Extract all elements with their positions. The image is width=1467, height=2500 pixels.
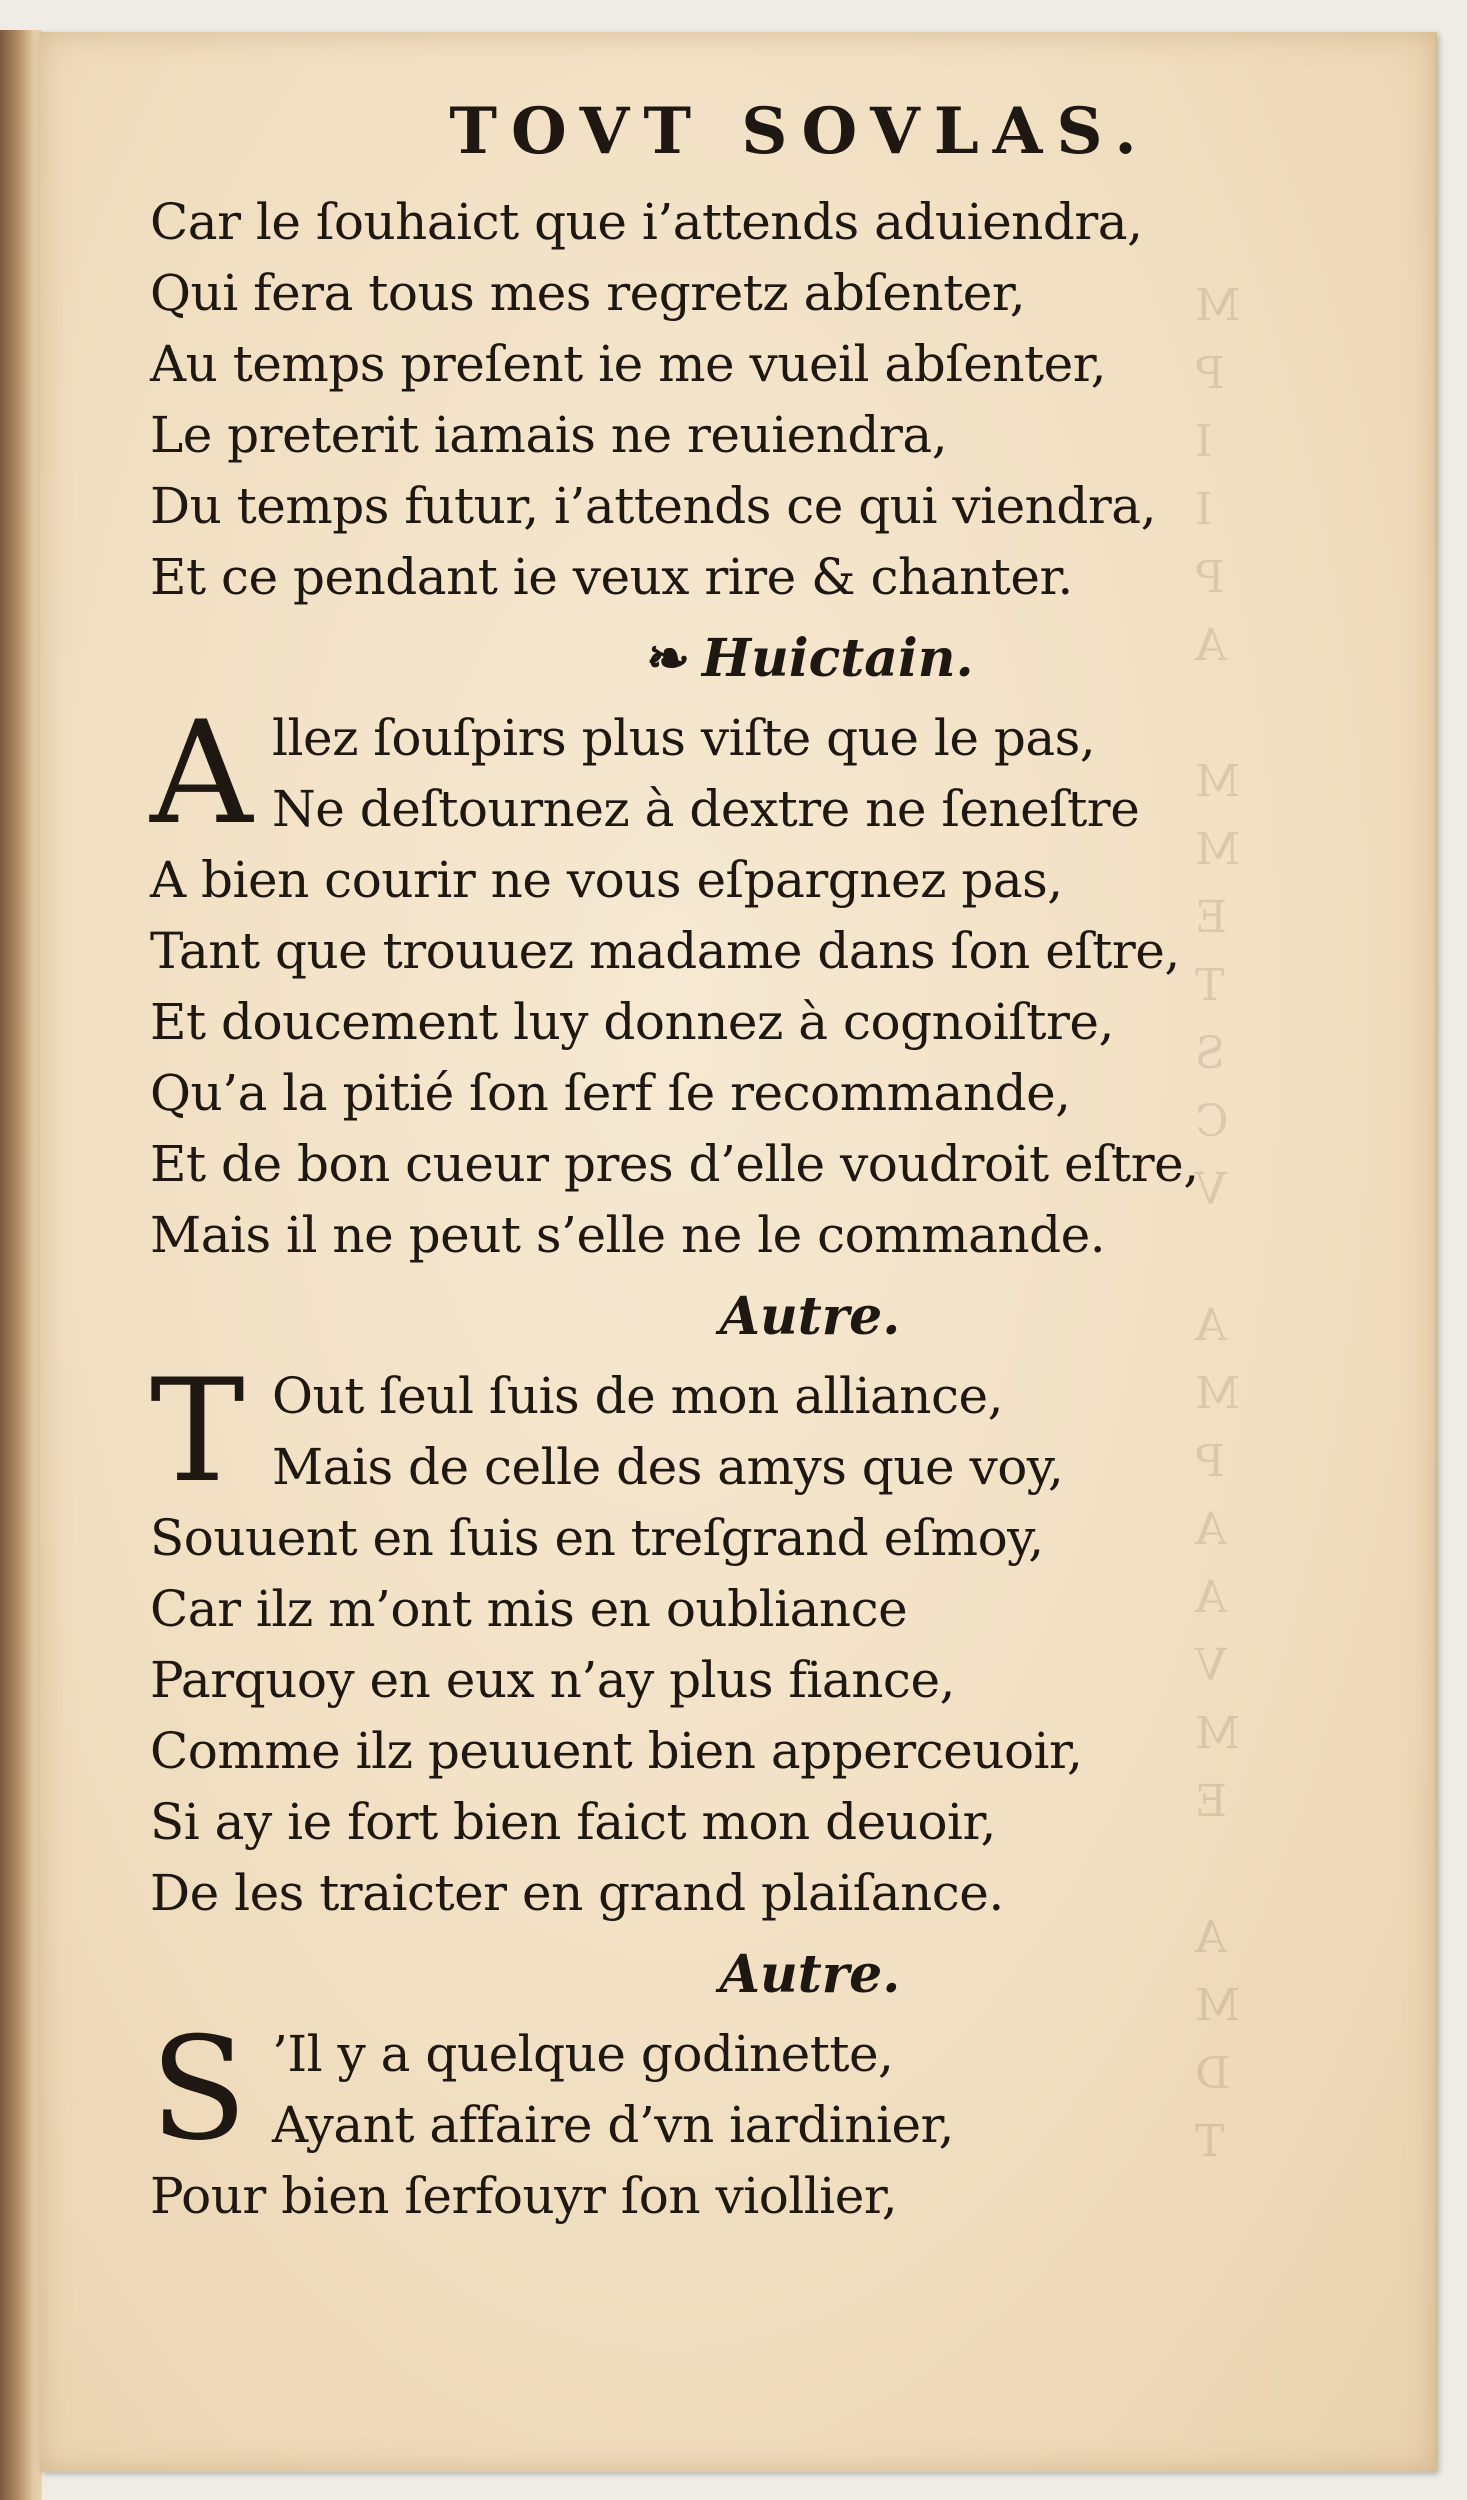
section-heading-huictain: [150, 619, 1330, 699]
stanza-continued: [150, 187, 1330, 613]
verse-line: Mais de celle des amys que voy,: [272, 1438, 1064, 1496]
fleuron-ornament: ❧: [646, 628, 690, 689]
verse-line: Du temps futur, i’attends ce qui viendra,: [150, 477, 1156, 535]
verse-line: Au temps preſent ie me vueil abſenter,: [150, 335, 1107, 393]
section-heading-autre: Autre.: [719, 1286, 901, 1347]
stanza-autre-1: [150, 1349, 1330, 1929]
verse-line: ’Il y a quelque godinette,: [272, 2025, 894, 2083]
verse-line: Qu’a la pitié ſon ſerf ſe recommande,: [150, 1064, 1071, 1122]
page-content: [150, 87, 1330, 2232]
verse-line: Si ay ie fort bien faict mon deuoir,: [150, 1793, 996, 1851]
stanza-huictain: [150, 691, 1330, 1271]
facing-page-edge: [0, 30, 42, 2500]
running-head: TOVT SOVLAS.: [449, 94, 1151, 169]
verse-line: Et doucement luy donnez à cognoiſtre,: [150, 993, 1114, 1051]
verse-line: A bien courir ne vous eſpargnez pas,: [150, 851, 1063, 909]
verse-line: Ne deſtournez à dextre ne ſeneſtre: [272, 780, 1140, 838]
verse-line: Parquoy en eux n’ay plus fiance,: [150, 1651, 955, 1709]
section-heading-autre: Autre.: [719, 1944, 901, 2005]
verse-line: Pour bien ſerfouyr ſon viollier,: [150, 2167, 898, 2225]
verse-line: Qui fera tous mes regretz abſenter,: [150, 264, 1026, 322]
verse-line: De les traicter en grand plaiſance.: [150, 1864, 1004, 1922]
verse-line: Et de bon cueur pres d’elle voudroit eſtre,: [150, 1135, 1199, 1193]
verse-line: Ayant affaire d’vn iardinier,: [272, 2096, 954, 2154]
verse-line: Comme ilz peuuent bien apperceuoir,: [150, 1722, 1083, 1780]
verse-line: Tant que trouuez madame dans ſon eſtre,: [150, 922, 1180, 980]
verse-line: Car le ſouhaict que i’attends aduiendra,: [150, 193, 1143, 251]
stanza-autre-2: [150, 2007, 1330, 2232]
verse-line: Mais il ne peut s’elle ne le commande.: [150, 1206, 1106, 1264]
drop-cap: T: [150, 1349, 245, 1514]
verse-line: Souuent en ſuis en treſgrand eſmoy,: [150, 1509, 1044, 1567]
heading-text: Huictain.: [701, 628, 974, 689]
drop-cap: A: [150, 691, 253, 856]
book-page: [40, 32, 1437, 2472]
verse-line: Car ilz m’ont mis en oubliance: [150, 1580, 908, 1638]
drop-cap: S: [150, 2007, 248, 2172]
verse-line: llez ſouſpirs plus viſte que le pas,: [272, 709, 1096, 767]
verse-line: Et ce pendant ie veux rire & chanter.: [150, 548, 1073, 606]
verse-line: Le preterit iamais ne reuiendra,: [150, 406, 948, 464]
show-through-text: M P I I P A M M E T S C V A M P A A V M E A M D T: [1195, 280, 1241, 2167]
verse-line: Out ſeul ſuis de mon alliance,: [272, 1367, 1003, 1425]
